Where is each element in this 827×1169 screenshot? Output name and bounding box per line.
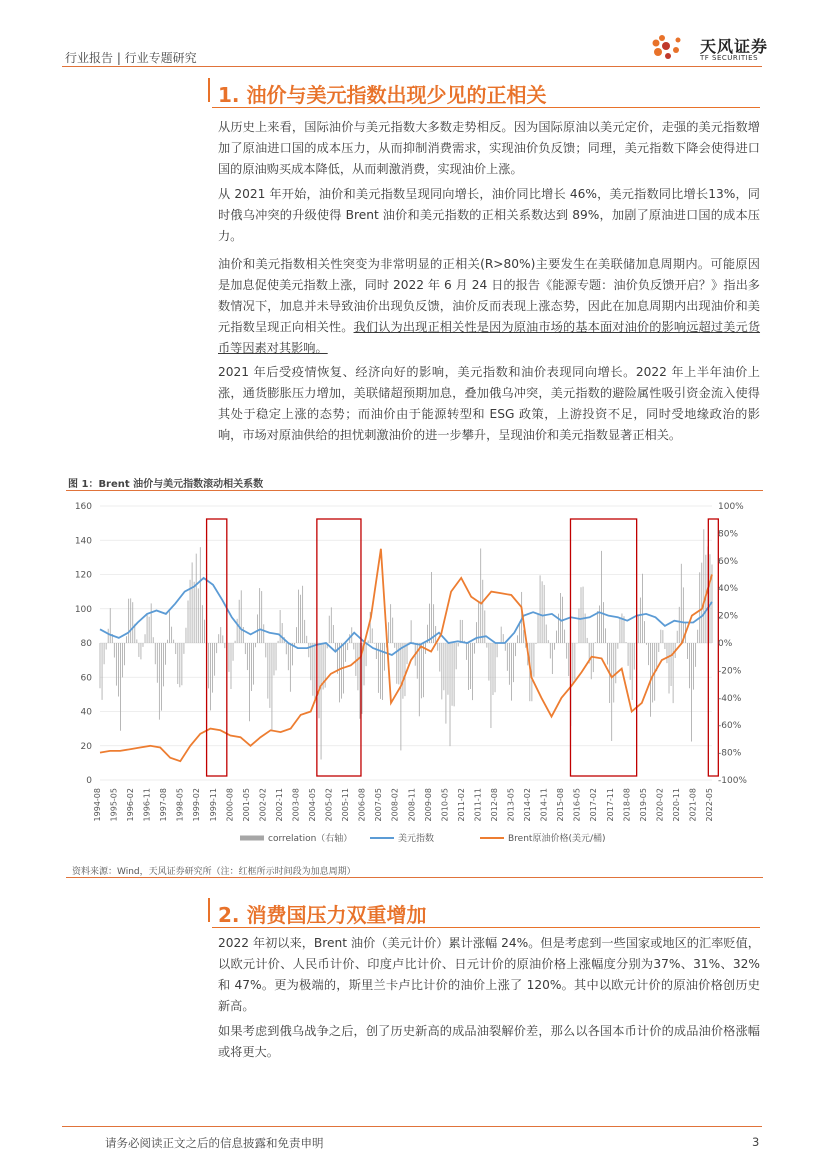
hike-period-box [570,519,636,776]
legend-label: 美元指数 [398,834,435,844]
right-axis-tick-label: -60% [718,721,742,732]
section-2-paragraph-1: 2022 年初以来，Brent 油价（美元计价）累计涨幅 24%。但是考虑到一些国家或地区的汇率贬值，以欧元计价、人民币计价、印度卢比计价、日元计价的原油价格上涨幅度分别为37%、31%、32%和 47%。更为极端的，斯里兰卡卢比计价的油价上涨了 120%。其中以欧元计价的原油价格创历史新高。 [218,936,760,1013]
x-axis-tick-label: 2010-05 [440,788,450,822]
x-axis-tick-label: 2018-08 [622,788,632,822]
figure-bottom-rule [66,877,763,878]
left-axis-tick-label: 60 [80,673,92,684]
section-1-underline [212,107,760,108]
x-axis-tick-label: 2009-08 [423,788,433,822]
section-marker [208,898,210,922]
x-axis-tick-label: 1997-08 [159,788,169,822]
x-axis-tick-label: 2014-02 [523,788,533,822]
x-axis-tick-label: 2006-08 [357,788,367,822]
section-marker [208,78,210,102]
x-axis-tick-label: 2008-02 [390,788,400,822]
section-1-paragraph-3 [218,254,760,359]
paragraph-3-text: 油价和美元指数相关性突变为非常明显的正相关(R>80%)主要发生在美联储加息周期内。可能原因是加息促使美元指数上涨，同时 2022 年 6 月 24 日的报告《能源专题：油价负反馈开启？》指出多数情况下，加息并未导致油价出现负反馈，油价反而表现上涨态势，因此在加息周期内出现油价和美元指数呈现正向相关性。 [218,257,760,334]
x-axis-ticks [93,788,714,821]
section-1-paragraph-2: 从 2021 年开始，油价和美元指数呈现同向增长，油价同比增长 46%，美元指数同比增长13%，同时俄乌冲突的升级使得 Brent 油价和美元指数的正相关系数达到 89%，加剧了原油进口国的成本压力。 [218,187,760,243]
x-axis-tick-label: 2005-02 [324,788,334,822]
logo-name-en: TF SECURITIES [700,54,759,62]
x-axis-tick-label: 2002-02 [258,788,268,822]
left-axis-tick-label: 80 [80,639,92,649]
x-axis-tick-label: 2000-08 [225,788,235,822]
x-axis-tick-label: 2021-08 [688,788,698,822]
x-axis-tick-label: 1996-02 [126,788,136,822]
right-axis-tick-label: -100% [718,776,747,786]
legend-label: Brent原油价格(美元/桶) [508,834,606,844]
right-axis-tick-label: 20% [718,611,739,622]
x-axis-tick-label: 2020-11 [671,788,681,822]
right-axis-ticks [718,502,747,786]
x-axis-tick-label: 2015-08 [556,788,566,822]
right-axis-tick-label: 80% [718,529,739,540]
right-axis-tick-label: -80% [718,748,742,759]
x-axis-tick-label: 2020-02 [655,788,665,822]
left-axis-ticks [75,502,92,786]
x-axis-tick-label: 1999-11 [208,788,218,822]
page-number: 3 [752,1135,760,1149]
left-axis-tick-label: 100 [74,604,92,615]
header-breadcrumb: 行业报告 | 行业专题研究 [65,51,197,65]
footer-disclaimer: 请务必阅读正文之后的信息披露和免责申明 [105,1136,324,1150]
legend-label: correlation（右轴） [268,834,353,844]
x-axis-tick-label: 2005-11 [341,788,351,822]
chart-legend [240,832,606,844]
x-axis-tick-label: 2016-05 [572,788,582,822]
chart [0,490,827,870]
x-axis-tick-label: 2002-11 [274,788,284,822]
logo-name: 天风证券 [700,37,769,56]
paragraph-3-emphasis: 我们认为出现正相关性是因为原油市场的基本面对油价的影响远超过美元货币等因素对其影响。 [218,320,761,355]
x-axis-tick-label: 1998-05 [175,788,185,822]
header-divider [62,66,762,67]
section-2-title: 2. 消费国压力双重增加 [218,903,427,927]
x-axis-tick-label: 2013-05 [506,788,516,822]
correlation-bars [100,529,712,759]
section-2-paragraph-2: 如果考虑到俄乌战争之后，创了历史新高的成品油裂解价差，那么以各国本币计价的成品油价格涨幅或将更大。 [218,1024,760,1059]
x-axis-tick-label: 2019-05 [638,788,648,822]
x-axis-tick-label: 2011-11 [473,788,483,822]
left-axis-tick-label: 140 [74,536,92,547]
section-1-paragraph-1: 从历史上来看，国际油价与美元指数大多数走势相反。因为国际原油以美元定价，走强的美元指数增加了原油进口国的成本压力，从而抑制消费需求，实现油价负反馈；同理，美元指数下降会使得进口国的原油购买成本降低，从而刺激消费，实现油价上涨。 [218,120,760,176]
x-axis-tick-label: 2012-08 [489,788,499,822]
hike-period-boxes [207,519,719,776]
x-axis-tick-label: 2017-11 [605,788,615,822]
x-axis-tick-label: 1994-08 [93,788,102,822]
x-axis-tick-label: 1999-02 [192,788,202,822]
right-axis-tick-label: 100% [718,502,744,512]
right-axis-tick-label: 60% [718,556,739,567]
x-axis-tick-label: 2003-08 [291,788,301,822]
figure-source: 资料来源：Wind，天风证券研究所（注：红框所示时间段为加息周期） [72,867,356,877]
section-1-paragraph-4: 2021 年后受疫情恢复、经济向好的影响，美元指数和油价表现同向增长。2022 年上半年油价上涨，通货膨胀压力增加，美联储超预期加息，叠加俄乌冲突，美元指数的避险属性吸引资金流入使得其处于稳定上涨的态势；而油价由于能源转型和 ESG 政策，上游投资不足，同时受地缘政治的影响，市场对原油供给的担忧刺激油价的进一步攀升，呈现油价和美元指数显著正相关。 [218,365,760,442]
tf-logo-icon [648,32,698,64]
left-axis-tick-label: 20 [80,741,92,752]
x-axis-tick-label: 2014-11 [539,788,549,822]
section-1-title: 1. 油价与美元指数出现少见的正相关 [218,83,547,107]
footer-divider [62,1126,762,1127]
figure-title: 图 1：Brent 油价与美元指数滚动相关系数 [68,479,264,490]
section-2-underline [212,927,760,928]
right-axis-tick-label: 40% [718,584,739,595]
x-axis-tick-label: 2001-05 [241,788,251,822]
x-axis-tick-label: 2007-05 [374,788,384,822]
x-axis-tick-label: 2011-02 [456,788,466,822]
x-axis-tick-label: 2022-05 [705,788,714,822]
right-axis-tick-label: -40% [718,693,742,704]
x-axis-tick-label: 1996-11 [142,788,152,822]
left-axis-tick-label: 0 [86,776,92,786]
left-axis-tick-label: 120 [74,570,92,581]
x-axis-tick-label: 1995-05 [109,788,119,822]
left-axis-tick-label: 160 [74,502,92,512]
x-axis-tick-label: 2017-02 [589,788,599,822]
right-axis-tick-label: -20% [718,666,742,677]
x-axis-tick-label: 2004-05 [308,788,318,822]
left-axis-tick-label: 40 [80,707,92,718]
x-axis-tick-label: 2008-11 [407,788,417,822]
right-axis-tick-label: 0% [718,639,733,649]
